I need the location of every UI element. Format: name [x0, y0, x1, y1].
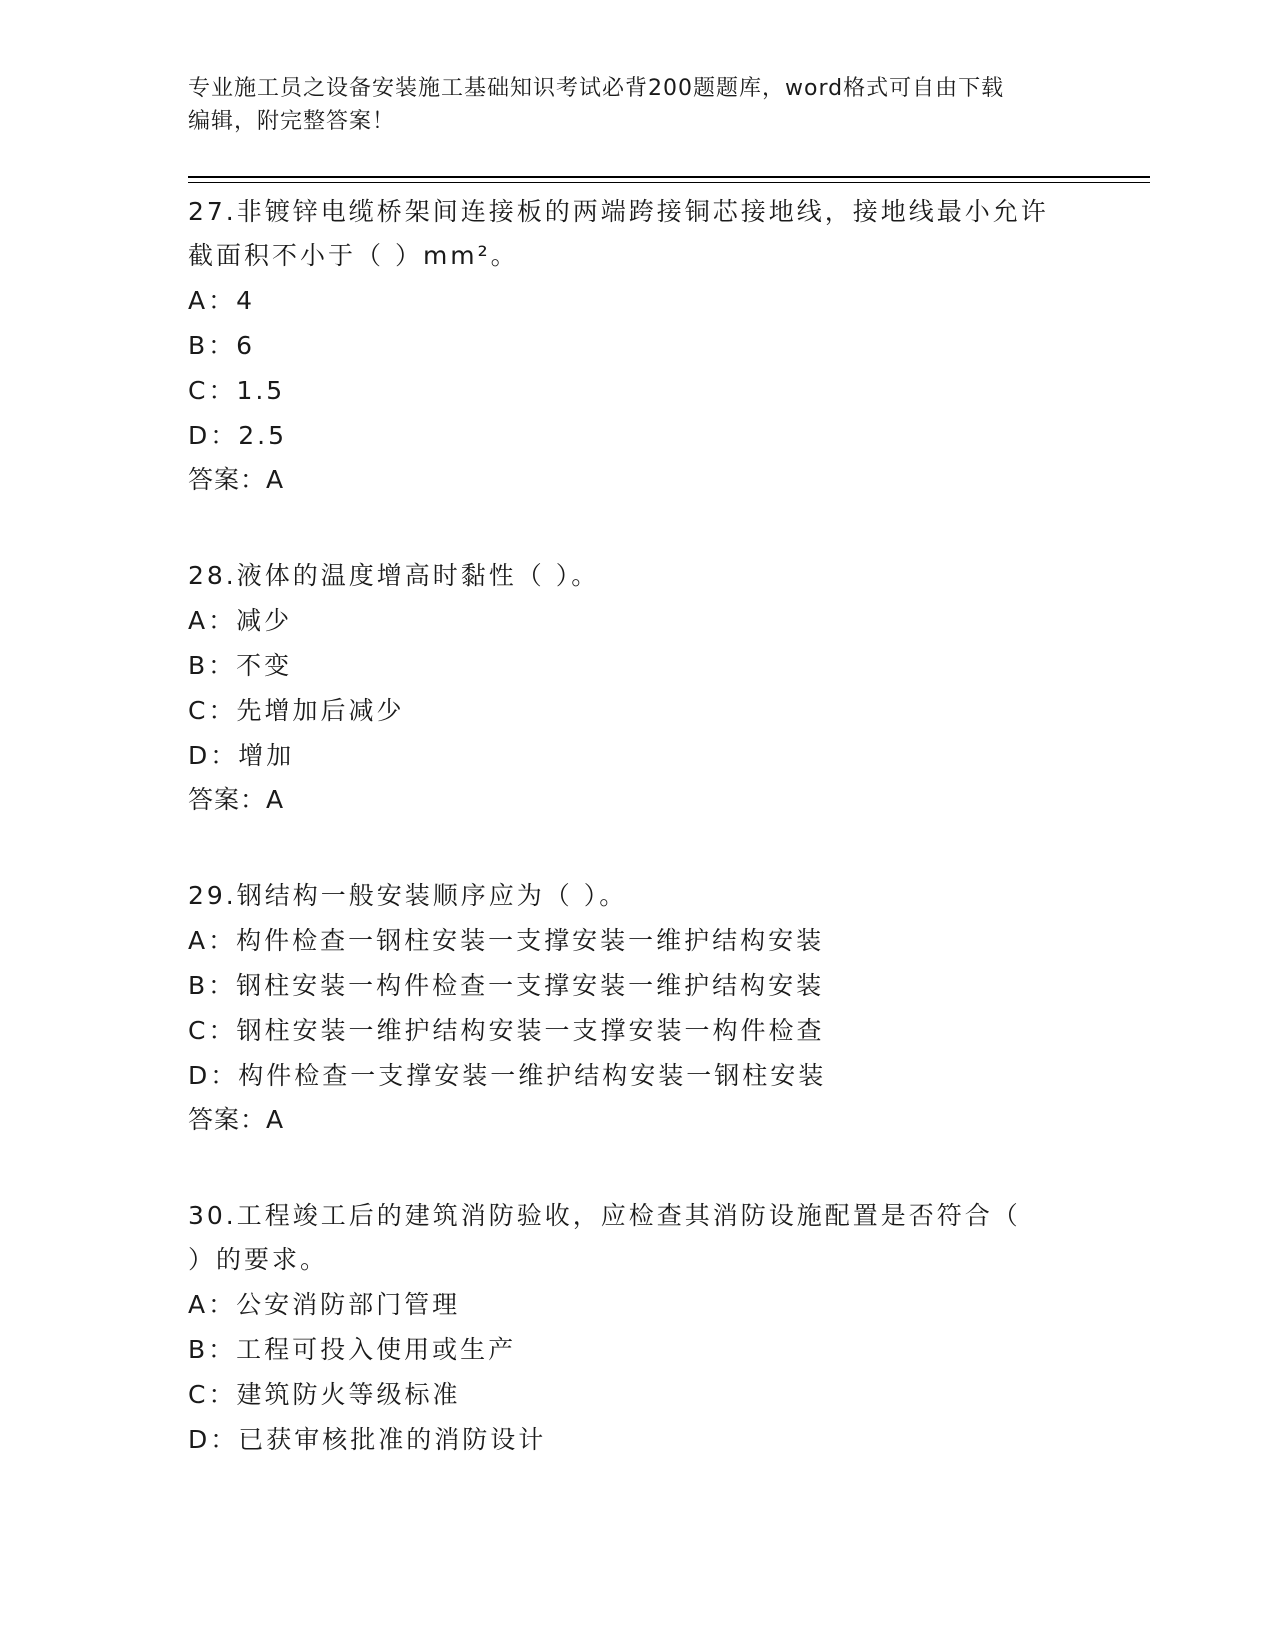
header-divider-thick	[188, 176, 1150, 178]
option-d: D：增加	[188, 741, 295, 770]
option-c: C：先增加后减少	[188, 696, 405, 725]
question-stem: 30.工程竣工后的建筑消防验收，应检查其消防设施配置是否符合（	[188, 1201, 1021, 1230]
option-a: A：构件检查一钢柱安装一支撑安装一维护结构安装	[188, 926, 825, 955]
option-c: C：1.5	[188, 376, 286, 405]
question-stem-continued: ）的要求。	[188, 1245, 329, 1274]
option-b: B：工程可投入使用或生产	[188, 1335, 517, 1364]
question-list	[188, 190, 1088, 1514]
question-stem-continued: 截面积不小于（ ）mm²。	[188, 241, 519, 270]
header-divider-thin	[188, 182, 1150, 183]
option-d: D：已获审核批准的消防设计	[188, 1425, 547, 1454]
question-28	[188, 554, 1088, 822]
question-stem: 27.非镀锌电缆桥架间连接板的两端跨接铜芯接地线，接地线最小允许	[188, 197, 1049, 226]
question-stem: 28.液体的温度增高时黏性（ ）。	[188, 561, 600, 590]
header-line-1: 专业施工员之设备安装施工基础知识考试必背200题题库，word格式可自由下载	[188, 76, 1005, 101]
option-d: D：2.5	[188, 421, 288, 450]
question-29	[188, 874, 1088, 1142]
option-b: B：钢柱安装一构件检查一支撑安装一维护结构安装	[188, 971, 825, 1000]
option-c: C：建筑防火等级标准	[188, 1380, 461, 1409]
option-a: A：减少	[188, 606, 293, 635]
option-b: B：不变	[188, 651, 293, 680]
answer: 答案：A	[188, 465, 285, 494]
option-a: A：公安消防部门管理	[188, 1290, 461, 1319]
document-header	[188, 72, 1088, 138]
question-stem: 29.钢结构一般安装顺序应为（ ）。	[188, 881, 628, 910]
option-b: B：6	[188, 331, 256, 360]
question-30	[188, 1194, 1088, 1462]
option-a: A：4	[188, 286, 256, 315]
option-d: D：构件检查一支撑安装一维护结构安装一钢柱安装	[188, 1061, 827, 1090]
option-c: C：钢柱安装一维护结构安装一支撑安装一构件检查	[188, 1016, 825, 1045]
question-27	[188, 190, 1088, 502]
answer: 答案：A	[188, 785, 285, 814]
answer: 答案：A	[188, 1105, 285, 1134]
header-line-2: 编辑，附完整答案！	[188, 109, 396, 134]
